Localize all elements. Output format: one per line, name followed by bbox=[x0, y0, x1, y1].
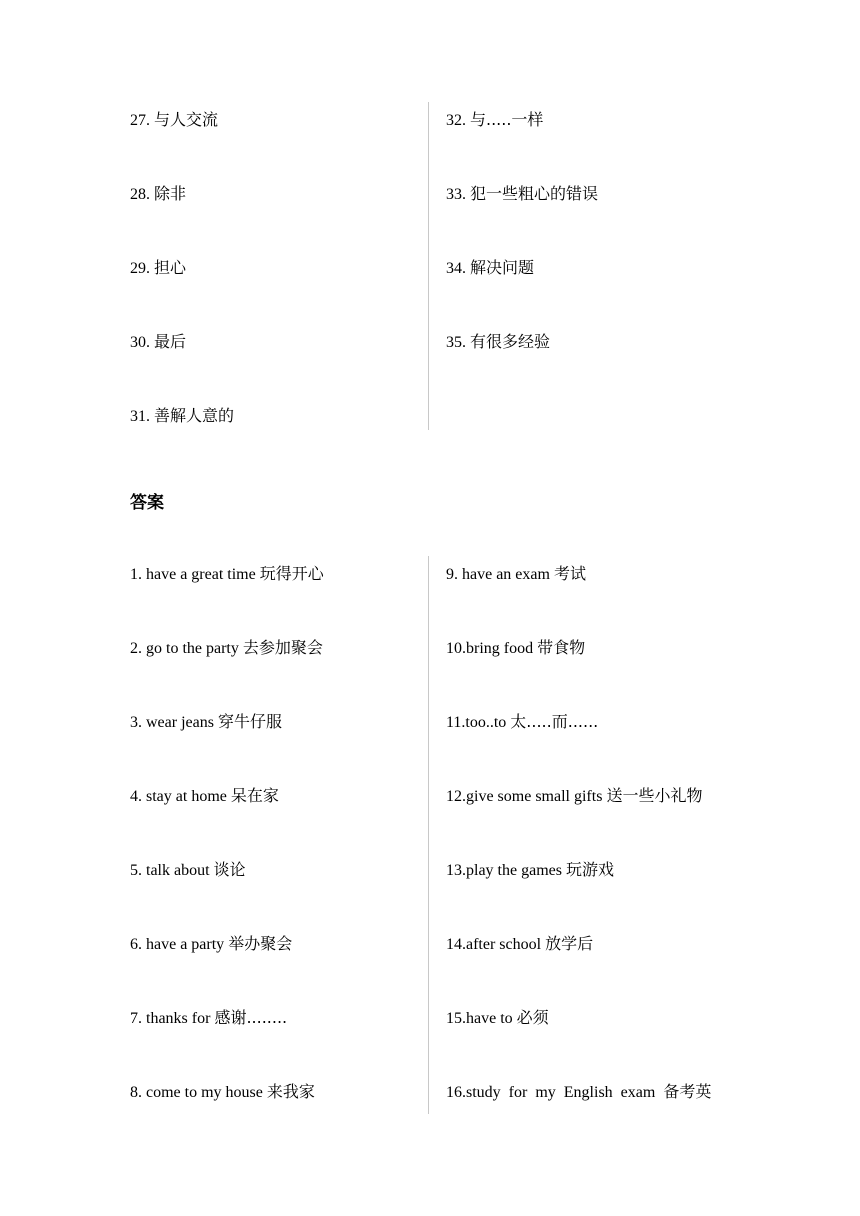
answer-item bbox=[446, 1082, 711, 1103]
item-english: have to bbox=[466, 1010, 517, 1027]
item-english: wear jeans bbox=[146, 714, 214, 731]
item-number: 11. bbox=[446, 714, 466, 731]
list-item bbox=[446, 258, 534, 279]
answer-item bbox=[130, 564, 324, 585]
list-item bbox=[130, 110, 218, 131]
item-number: 2. bbox=[130, 640, 142, 657]
item-chinese: 最后 bbox=[154, 332, 187, 351]
item-number: 29. bbox=[130, 260, 150, 277]
answer-item bbox=[130, 860, 246, 881]
item-number: 7. bbox=[130, 1010, 142, 1027]
item-chinese: 解决问题 bbox=[470, 258, 535, 277]
item-number: 6. bbox=[130, 936, 142, 953]
item-chinese: 谈论 bbox=[213, 860, 246, 879]
item-number: 33. bbox=[446, 186, 466, 203]
item-english: give some small gifts bbox=[466, 788, 603, 805]
item-chinese: 与.....一样 bbox=[470, 110, 544, 129]
item-number: 27. bbox=[130, 112, 150, 129]
item-number: 32. bbox=[446, 112, 466, 129]
item-number: 3. bbox=[130, 714, 142, 731]
answer-item bbox=[446, 860, 614, 881]
list-item bbox=[130, 406, 234, 427]
item-chinese: 犯一些粗心的错误 bbox=[470, 184, 599, 203]
item-number: 13. bbox=[446, 862, 466, 879]
item-number: 4. bbox=[130, 788, 142, 805]
item-chinese: 来我家 bbox=[266, 1082, 315, 1101]
column-divider bbox=[428, 102, 429, 430]
item-chinese: 玩游戏 bbox=[565, 860, 614, 879]
item-english: bring food bbox=[466, 640, 534, 657]
item-number: 8. bbox=[130, 1084, 142, 1101]
answer-item bbox=[446, 786, 702, 807]
list-item bbox=[446, 332, 550, 353]
item-english: have a party bbox=[146, 936, 225, 953]
item-chinese: 带食物 bbox=[537, 638, 586, 657]
item-chinese: 考试 bbox=[553, 564, 586, 583]
answer-item bbox=[446, 934, 593, 955]
item-number: 14. bbox=[446, 936, 466, 953]
item-number: 31. bbox=[130, 408, 150, 425]
item-number: 28. bbox=[130, 186, 150, 203]
item-english: play the games bbox=[466, 862, 562, 879]
item-number: 12. bbox=[446, 788, 466, 805]
item-chinese: 举办聚会 bbox=[228, 934, 293, 953]
item-chinese: 玩得开心 bbox=[259, 564, 324, 583]
item-chinese: 与人交流 bbox=[154, 110, 219, 129]
item-english: have an exam bbox=[462, 566, 550, 583]
item-english: study for my English exam bbox=[466, 1084, 664, 1101]
item-chinese: 备考英 bbox=[663, 1082, 712, 1101]
item-english: go to the party bbox=[146, 640, 239, 657]
item-english: stay at home bbox=[146, 788, 227, 805]
list-item bbox=[130, 184, 186, 205]
item-english: thanks for bbox=[146, 1010, 215, 1027]
item-number: 16. bbox=[446, 1084, 466, 1101]
item-chinese: 感谢........ bbox=[214, 1008, 288, 1027]
item-english: have a great time bbox=[146, 566, 256, 583]
item-number: 10. bbox=[446, 640, 466, 657]
answer-item bbox=[446, 712, 598, 733]
item-english: come to my house bbox=[146, 1084, 263, 1101]
item-number: 35. bbox=[446, 334, 466, 351]
item-english: talk about bbox=[146, 862, 210, 879]
answer-item bbox=[130, 638, 323, 659]
item-number: 34. bbox=[446, 260, 466, 277]
answer-item bbox=[130, 934, 292, 955]
item-number: 30. bbox=[130, 334, 150, 351]
answer-item bbox=[130, 1008, 287, 1029]
list-item bbox=[130, 332, 186, 353]
item-chinese: 善解人意的 bbox=[154, 406, 235, 425]
item-chinese: 有很多经验 bbox=[470, 332, 551, 351]
item-chinese: 送一些小礼物 bbox=[606, 786, 703, 805]
answer-item bbox=[446, 1008, 549, 1029]
item-chinese: 去参加聚会 bbox=[242, 638, 323, 657]
answer-item bbox=[446, 638, 585, 659]
column-divider bbox=[428, 556, 429, 1114]
list-item bbox=[446, 110, 543, 131]
item-english: after school bbox=[466, 936, 542, 953]
item-chinese: 放学后 bbox=[545, 934, 594, 953]
item-chinese: 穿牛仔服 bbox=[217, 712, 282, 731]
item-chinese: 太.....而...... bbox=[510, 712, 599, 731]
answer-item bbox=[130, 1082, 315, 1103]
item-chinese: 担心 bbox=[154, 258, 187, 277]
answer-item bbox=[446, 564, 586, 585]
list-item bbox=[446, 184, 598, 205]
item-chinese: 必须 bbox=[516, 1008, 549, 1027]
item-chinese: 呆在家 bbox=[230, 786, 279, 805]
answer-item bbox=[130, 786, 279, 807]
item-english: too..to bbox=[465, 714, 507, 731]
answers-heading: 答案 bbox=[130, 493, 164, 513]
list-item bbox=[130, 258, 186, 279]
answer-item bbox=[130, 712, 282, 733]
item-chinese: 除非 bbox=[154, 184, 187, 203]
item-number: 5. bbox=[130, 862, 142, 879]
item-number: 9. bbox=[446, 566, 458, 583]
item-number: 15. bbox=[446, 1010, 466, 1027]
item-number: 1. bbox=[130, 566, 142, 583]
